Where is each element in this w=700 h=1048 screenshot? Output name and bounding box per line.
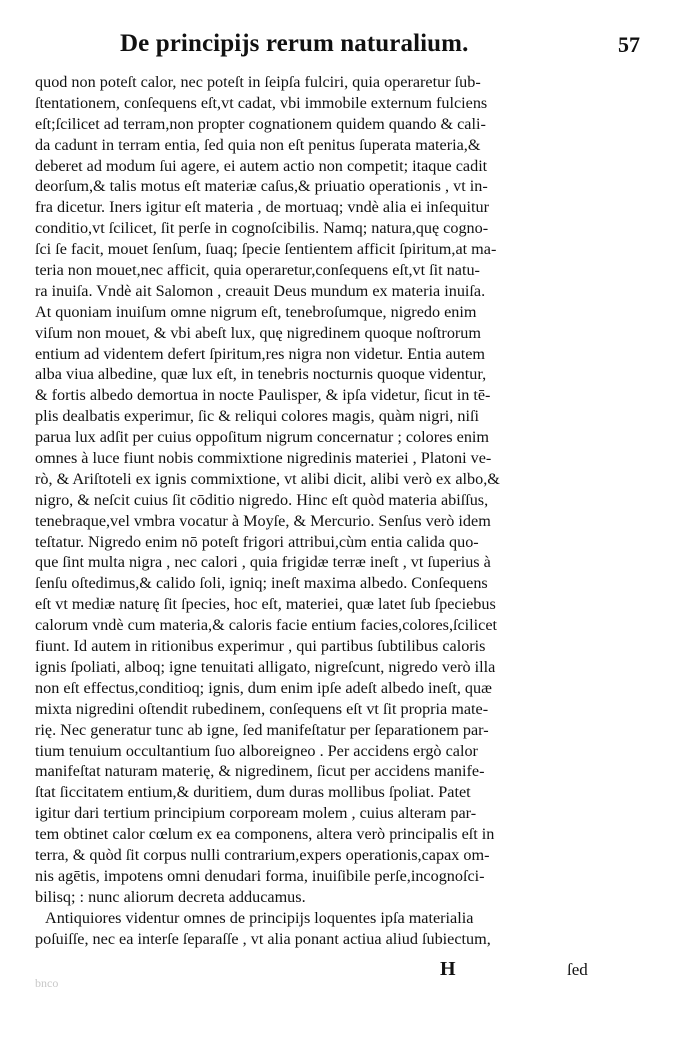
bleed-through-text: bnco bbox=[35, 976, 59, 990]
text-line: parua lux adſit per cuius oppoſitum nigrum concernatur ; colores enim bbox=[35, 428, 490, 447]
text-line: rò, & Ariſtoteli ex ignis commixtione, vt alibi dicit, alibi verò ex albo,& bbox=[35, 469, 500, 488]
text-line: alba viua albedine, quæ lux eſt, in tenebris nocturnis quoque videntur, bbox=[35, 365, 487, 384]
text-line: teria non mouet,nec afficit, quia operaretur,conſequens eſt,vt ſit natu- bbox=[35, 261, 480, 280]
text-line: tium tenuium occultantium ſuo alboreigneo . Per accidens ergò calor bbox=[35, 741, 478, 760]
running-head: De principijs rerum naturalium. bbox=[120, 30, 469, 57]
text-line: da cadunt in terram entia, ſed quia non eſt penitus ſuperata materia,& bbox=[35, 135, 481, 154]
text-line: nigro, & neſcit cuius ſit cōditio nigredo. Hinc eſt quòd materia abiſſus, bbox=[35, 490, 489, 509]
text-line: entium ad videntem defert ſpiritum,res nigra non videtur. Entia autem bbox=[35, 344, 485, 363]
text-line: deberet ad modum ſui agere, ei autem actio non competit; itaque cadit bbox=[35, 156, 488, 175]
text-line: non eſt effectus,conditioq; ignis, dum enim ipſe adeſt albedo ineſt, quæ bbox=[35, 678, 492, 697]
text-line: poſuiſſe, nec ea interſe ſeparaſſe , vt alia ponant actiua aliud ſubiectum, bbox=[35, 929, 491, 948]
text-line: rię. Nec generatur tunc ab igne, ſed manifeſtatur per ſeparationem par- bbox=[35, 720, 489, 739]
text-line: ſenſu oſtedimus,& calido ſoli, igniq; ineſt maxima albedo. Conſequens bbox=[35, 574, 488, 593]
text-line: teſtatur. Nigredo enim nō poteſt frigori attribui,cùm entia calida quo- bbox=[35, 532, 479, 551]
text-line: terra, & quòd ſit corpus nulli contrarium,expers operationis,capax om- bbox=[35, 845, 490, 864]
text-line: eſt vt mediæ naturę ſit ſpecies, hoc eſt, materiei, quæ latet ſub ſpeciebus bbox=[35, 595, 496, 614]
text-line: tem obtinet calor cœlum ex ea componens, altera verò principalis eſt in bbox=[35, 825, 495, 844]
text-line: ſci ſe facit, mouet ſenſum, ſuaq; ſpecie ſentientem afficit ſpiritum,at ma- bbox=[35, 240, 497, 259]
text-line: ſtentationem, conſequens eſt,vt cadat, vbi immobile externum fulciens bbox=[35, 93, 488, 112]
text-line: omnes à luce fiunt nobis commixtione nigredinis materiei , Platoni ve- bbox=[35, 449, 492, 468]
text-line: calorum vndè cum materia,& caloris facie entium facies,colores,ſcilicet bbox=[35, 616, 498, 635]
catchword: ſed bbox=[567, 960, 588, 979]
body-text bbox=[35, 72, 617, 949]
text-line: Antiquiores videntur omnes de principijs loquentes ipſa materialia bbox=[45, 908, 474, 927]
text-line: ignis ſpoliati, alboq; igne tenuitati alligato, nigreſcunt, nigredo verò illa bbox=[35, 657, 496, 676]
text-line: fiunt. Id autem in ritionibus experimur , qui partibus ſubtilibus caloris bbox=[35, 637, 486, 656]
text-line: viſum non mouet, & vbi abeſt lux, quę nigredinem quoque noſtrorum bbox=[35, 323, 481, 342]
text-line: igitur dari tertium principium corpoream molem , cuius alteram par- bbox=[35, 804, 477, 823]
text-line: fra dicetur. Iners igitur eſt materia , de mortuaq; vndè alia ei inſequitur bbox=[35, 198, 489, 217]
text-line: plis dealbatis experimur, ſic & reliqui colores magis, quàm nigri, niſi bbox=[35, 407, 479, 426]
text-line: quod non poteſt calor, nec poteſt in ſeipſa fulciri, quia operaretur ſub- bbox=[35, 73, 481, 91]
text-line: ſtat ſiccitatem entium,& duritiem, dum duras mollibus ſpoliat. Patet bbox=[35, 783, 471, 802]
text-line: mixta nigredini oſtendit rubedinem, conſequens eſt vt ſit propria mate- bbox=[35, 699, 489, 718]
text-line: ra inuiſa. Vndè ait Salomon , creauit Deus mundum ex materia inuiſa. bbox=[35, 281, 486, 300]
text-line: conditio,vt ſcilicet, ſit perſe in cognoſcibilis. Namq; natura,quę cogno- bbox=[35, 219, 489, 238]
page-number: 57 bbox=[618, 32, 640, 57]
text-line: bilisq; : nunc aliorum decreta adducamus. bbox=[35, 887, 306, 906]
text-line: tenebraque,vel vmbra vocatur à Moyſe, & Mercurio. Senſus verò idem bbox=[35, 511, 491, 530]
text-line: que ſint multa nigra , nec calori , quia frigidæ terræ ineſt , vt ſuperius à bbox=[35, 553, 491, 572]
signature-mark: H bbox=[440, 958, 456, 980]
text-line: eſt;ſcilicet ad terram,non propter cognationem quidem quando & cali- bbox=[35, 114, 486, 133]
text-line: nis agētis, impotens omni denudari forma, inuiſibile perſe,incognoſci- bbox=[35, 866, 485, 885]
text-line: At quoniam inuiſum omne nigrum eſt, tenebroſumque, nigredo enim bbox=[35, 302, 477, 321]
text-line: & fortis albedo demortua in nocte Paulisper, & ipſa videtur, ſicut in tē- bbox=[35, 386, 491, 405]
text-line: deorſum,& talis motus eſt materiæ caſus,& priuatio operationis , vt in- bbox=[35, 177, 488, 196]
text-line: manifeſtat naturam materię, & nigredinem, ſicut per accidens manife- bbox=[35, 762, 485, 781]
